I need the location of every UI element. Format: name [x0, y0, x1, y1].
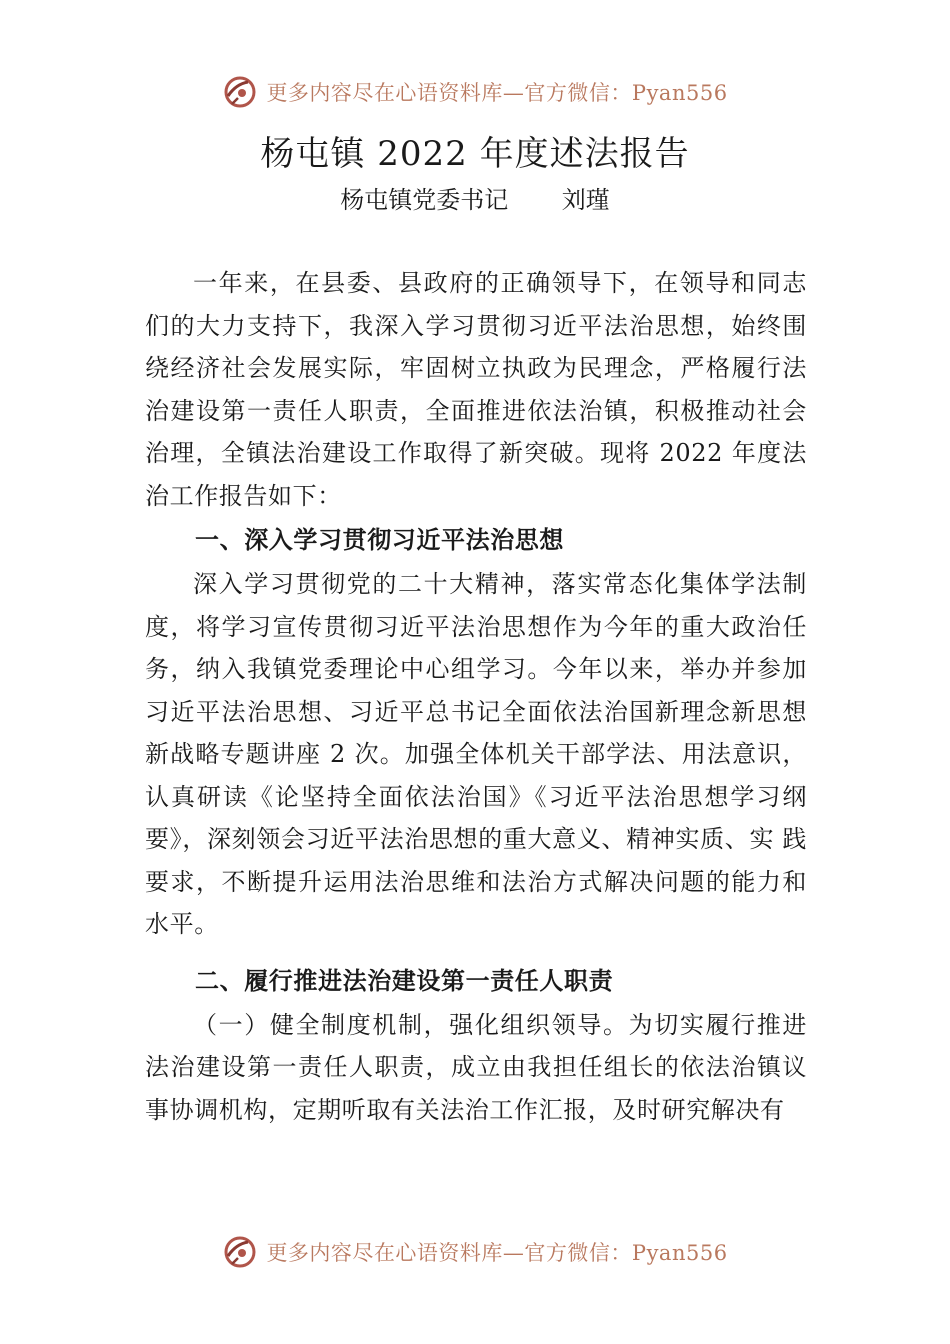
document-body — [145, 262, 807, 1131]
section-heading-2: 二、履行推进法治建设第一责任人职责 — [195, 966, 614, 995]
watermark-text: 更多内容尽在心语资料库—官方微信：Pyan556 — [266, 1241, 728, 1265]
document-byline: 杨屯镇党委书记 刘瑾 — [340, 186, 610, 214]
document-title: 杨屯镇 2022 年度述法报告 — [260, 134, 690, 174]
header-watermark-banner — [0, 70, 950, 114]
section-2-paragraph: （一）健全制度机制，强化组织领导。为切实履行推进法治建设第一责任人职责，成立由我担任组长的依法治镇议事协调机构，定期听取有关法治工作汇报，及时研究解决有 — [145, 1010, 807, 1124]
ink-logo-icon — [222, 74, 258, 110]
section-1-paragraph: 深入学习贯彻党的二十大精神，落实常态化集体学法制度，将学习宣传贯彻习近平法治思想作为今年的重大政治任务，纳入我镇党委理论中心组学习。今年以来，举办并参加习近平法治思想、习近平总书记全面依法治国新理念新思想新战略专题讲座 2 次。加强全体机关干部学法、用法意识，认真研读《论坚持全面依法治国》《习近平法治思想学习纲要》，深刻领会习近平法治思想的重大意义、精神实质、实 践要求，不断提升运用法治思维和法治方式解决问题的能力和水平。 — [145, 570, 807, 938]
intro-paragraph: 一年来，在县委、县政府的正确领导下，在领导和同志们的大力支持下，我深入学习贯彻习近平法治思想，始终围绕经济社会发展实际，牢固树立执政为民理念，严格履行法治建设第一责任人职责，全面推进依法治镇，积极推动社会治理，全镇法治建设工作取得了新突破。现将 2022 年度法治工作报告如下： — [145, 269, 807, 510]
watermark-text: 更多内容尽在心语资料库—官方微信：Pyan556 — [266, 81, 728, 105]
ink-logo-icon — [222, 1234, 258, 1270]
section-heading-1: 一、深入学习贯彻习近平法治思想 — [195, 526, 564, 554]
footer-watermark-banner — [0, 1230, 950, 1274]
